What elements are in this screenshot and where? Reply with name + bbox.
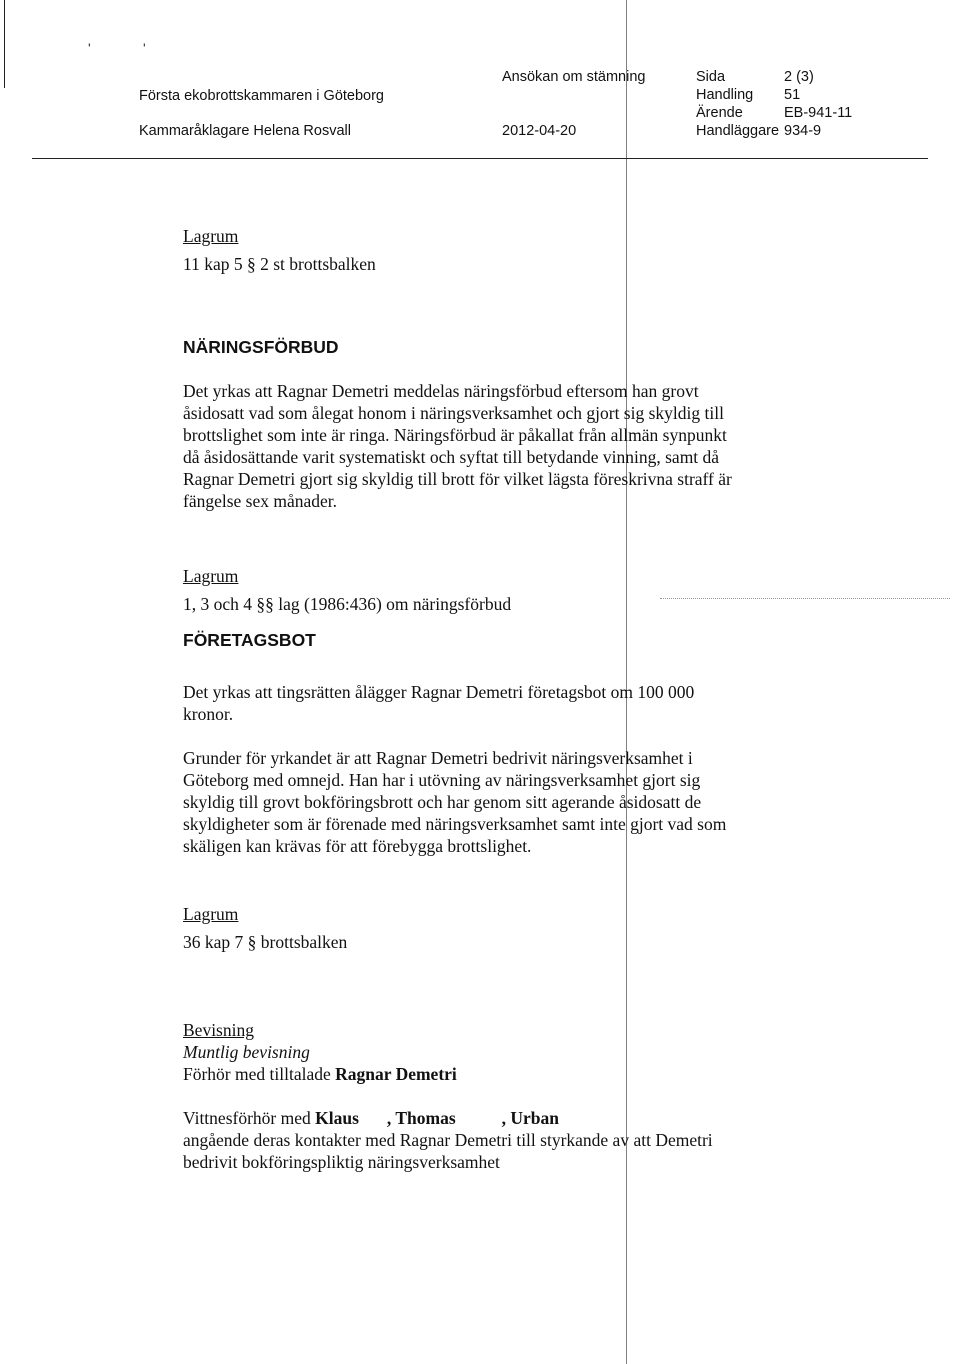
paragraph-line: Det yrkas att Ragnar Demetri meddelas näringsförbud eftersom han grovt bbox=[183, 381, 699, 401]
lagrum-label: Lagrum bbox=[183, 566, 239, 586]
witness-name: , Thomas bbox=[386, 1108, 456, 1128]
document-value: 51 bbox=[784, 87, 801, 103]
lagrum-section bbox=[183, 225, 803, 275]
lagrum-text: 36 kap 7 § brottsbalken bbox=[183, 932, 348, 952]
document-date: 2012-04-20 bbox=[502, 123, 577, 139]
paragraph-line: kronor. bbox=[183, 704, 234, 724]
paragraph-line: Ragnar Demetri gjort sig skyldig till brott för vilket lägsta föreskrivna straff är bbox=[183, 469, 732, 489]
witness-prefix: Vittnesförhör med bbox=[183, 1108, 316, 1128]
handler-value: 934-9 bbox=[784, 123, 822, 139]
naringsforbud-section bbox=[183, 336, 803, 512]
hearing-line bbox=[183, 1063, 803, 1085]
hearing-prefix: Förhör med tilltalade bbox=[183, 1064, 336, 1084]
paragraph-line: brottslighet som inte är ringa. Näringsförbud är påkallat från allmän synpunkt bbox=[183, 425, 727, 445]
foretagsbot-section bbox=[183, 629, 803, 857]
paragraph-line: skyldigheter som är förenade med näringsverksamhet samt inte gjort vad som bbox=[183, 814, 727, 834]
section-heading: FÖRETAGSBOT bbox=[183, 630, 316, 650]
lagrum-section bbox=[183, 903, 803, 953]
witness-name: , Urban bbox=[501, 1108, 560, 1128]
authority-name: Första ekobrottskammaren i Göteborg bbox=[139, 88, 384, 104]
bevisning-section bbox=[183, 1019, 803, 1173]
paragraph-line: bedrivit bokföringspliktig näringsverksamhet bbox=[183, 1152, 500, 1172]
paragraph-line: åsidosatt vad som ålegat honom i näringsverksamhet och gjort sig skyldig till bbox=[183, 403, 724, 423]
paragraph-line: Göteborg med omnejd. Han har i utövning av näringsverksamhet gjort sig bbox=[183, 770, 701, 790]
scan-dotted-line bbox=[660, 598, 950, 599]
lagrum-label: Lagrum bbox=[183, 904, 239, 924]
paragraph-line: Grunder för yrkandet är att Ragnar Demetri bedrivit näringsverksamhet i bbox=[183, 748, 693, 768]
case-label: Ärende bbox=[696, 105, 743, 121]
witness-line bbox=[183, 1107, 803, 1129]
paragraph-line: Det yrkas att tingsrätten ålägger Ragnar Demetri företagsbot om 100 000 bbox=[183, 682, 695, 702]
hearing-name: Ragnar Demetri bbox=[335, 1064, 457, 1084]
paragraph-line: fängelse sex månader. bbox=[183, 491, 338, 511]
scan-speck: ' bbox=[143, 40, 146, 56]
section-heading: NÄRINGSFÖRBUD bbox=[183, 337, 339, 357]
paragraph-line: då åsidosättande varit systematiskt och syftat till betydande vinning, samt då bbox=[183, 447, 720, 467]
lagrum-section bbox=[183, 565, 803, 615]
case-value: EB-941-11 bbox=[784, 105, 853, 121]
page-value: 2 (3) bbox=[784, 69, 814, 85]
header-divider bbox=[32, 158, 928, 159]
document-label: Handling bbox=[696, 87, 754, 103]
paragraph-line: angående deras kontakter med Ragnar Demetri till styrkande av att Demetri bbox=[183, 1130, 713, 1150]
scan-speck: ' bbox=[88, 40, 91, 56]
document-type: Ansökan om stämning bbox=[502, 69, 646, 85]
page-label: Sida bbox=[696, 69, 726, 85]
witness-name: Klaus bbox=[315, 1108, 359, 1128]
paragraph-line: skyldig till grovt bokföringsbrott och har genom sitt agerande åsidosatt de bbox=[183, 792, 702, 812]
scan-edge-line bbox=[4, 0, 5, 88]
prosecutor-name: Kammaråklagare Helena Rosvall bbox=[139, 123, 351, 139]
bevisning-subtitle: Muntlig bevisning bbox=[183, 1042, 310, 1062]
lagrum-label: Lagrum bbox=[183, 226, 239, 246]
handler-label: Handläggare bbox=[696, 123, 780, 139]
bevisning-label: Bevisning bbox=[183, 1020, 254, 1040]
lagrum-text: 1, 3 och 4 §§ lag (1986:436) om näringsförbud bbox=[183, 594, 512, 614]
lagrum-text: 11 kap 5 § 2 st brottsbalken bbox=[183, 254, 376, 274]
paragraph-line: skäligen kan krävas för att förebygga brottslighet. bbox=[183, 836, 532, 856]
